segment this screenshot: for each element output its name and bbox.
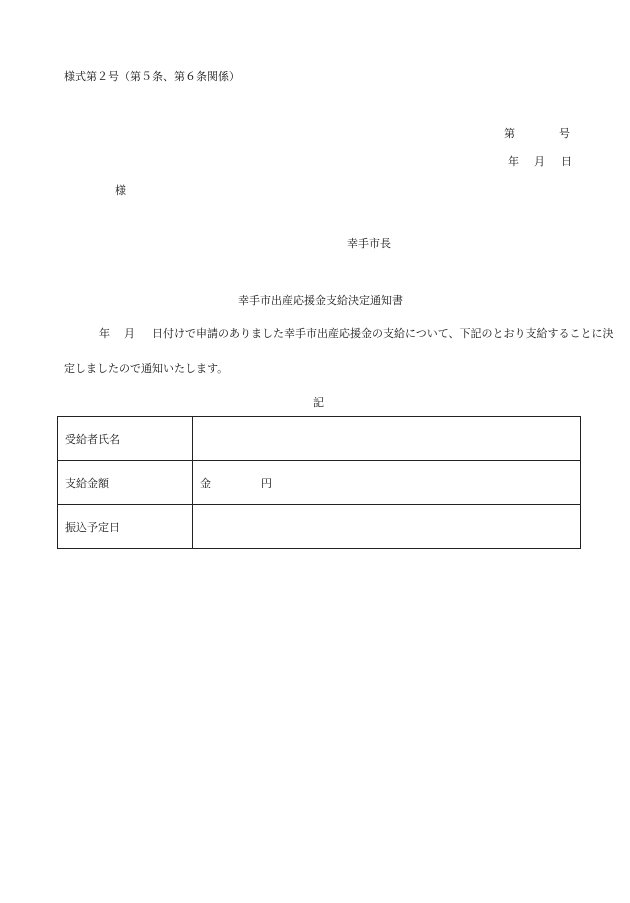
recipient-name-field[interactable]	[193, 417, 581, 461]
payment-amount-label: 支給金額	[58, 461, 193, 505]
body-text-line-2: 定しましたので通知いたします。	[64, 362, 229, 375]
detail-table	[57, 416, 581, 549]
date-month-label: 月	[534, 155, 545, 168]
recipient-name-label: 受給者氏名	[58, 417, 193, 461]
body-text-line-1: 日付けで申請のありました幸手市出産応援金の支給について、下記のとおり支給することに決	[152, 327, 614, 340]
transfer-date-field[interactable]	[193, 505, 581, 549]
body-year-label: 年	[99, 327, 110, 340]
amount-prefix: 金	[200, 476, 211, 490]
ki-heading: 記	[313, 396, 324, 409]
transfer-date-label: 振込予定日	[58, 505, 193, 549]
amount-unit: 円	[261, 476, 272, 490]
document-title: 幸手市出産応援金支給決定通知書	[238, 294, 403, 307]
issuer-name: 幸手市長	[347, 237, 391, 250]
date-day-label: 日	[561, 155, 572, 168]
recipient-honorific: 様	[115, 184, 126, 197]
body-month-label: 月	[124, 327, 135, 340]
document-number-suffix: 号	[559, 127, 570, 140]
form-number: 様式第２号（第５条、第６条関係）	[64, 70, 240, 83]
table-row-payment-amount	[58, 461, 581, 505]
date-year-label: 年	[508, 155, 519, 168]
table-row-recipient-name	[58, 417, 581, 461]
document-number-prefix: 第	[504, 127, 515, 140]
payment-amount-field[interactable]	[193, 461, 581, 505]
table-row-transfer-date	[58, 505, 581, 549]
